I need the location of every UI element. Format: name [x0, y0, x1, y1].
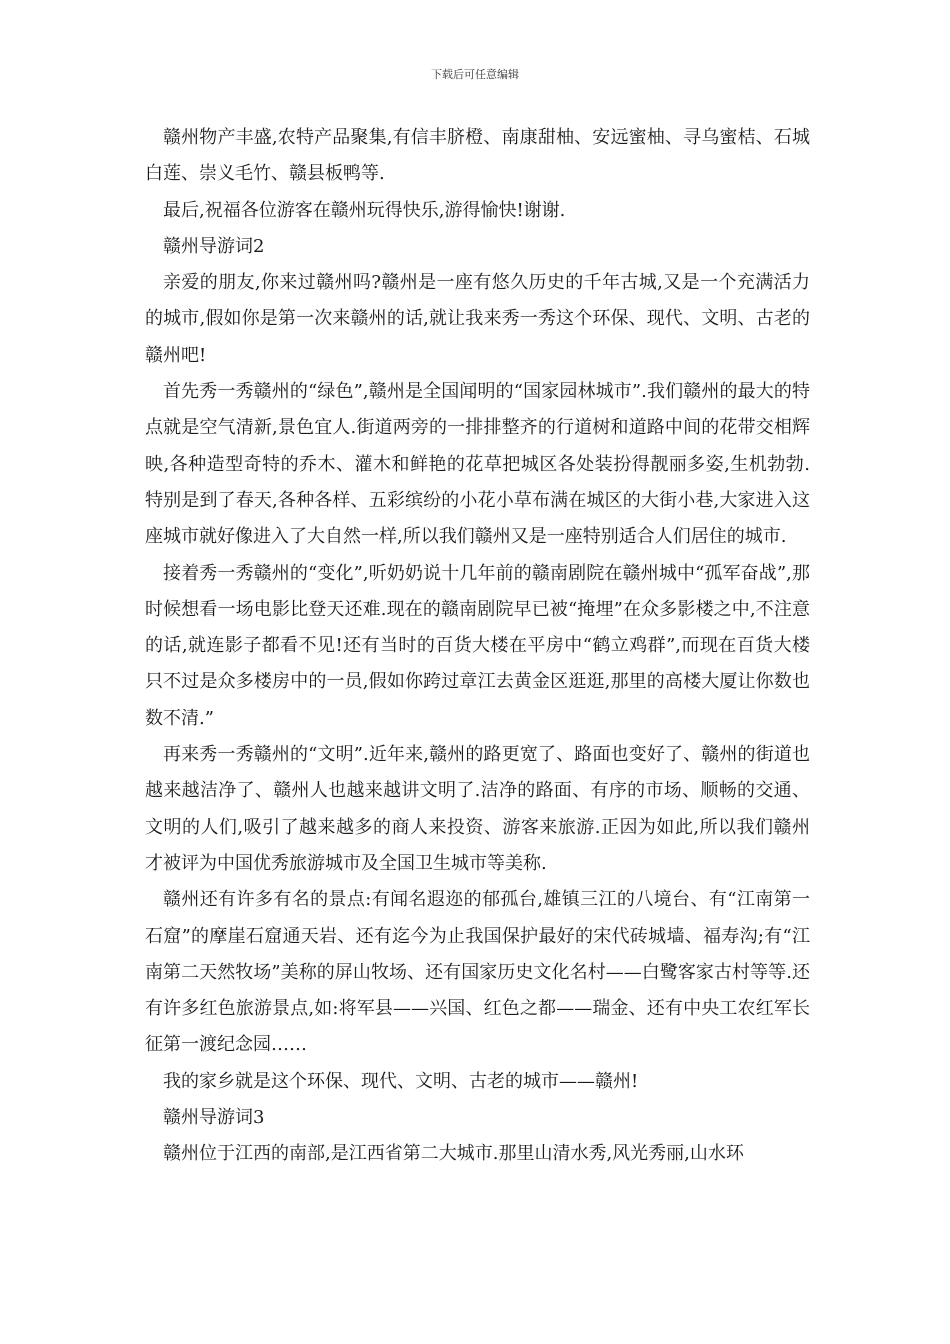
paragraph: 赣州还有许多有名的景点:有闻名遐迩的郁孤台,雄镇三江的八境台、有“江南第一石窟”的摩崖石窟通天岩、还有迄今为止我国保护最好的宋代砖城墙、福寿沟;有“江南第二天然牧场”美称的屏山牧场、还有国家历史文化名村——白鹭客家古村等等.还有许多红色旅游景点,如:将军县——兴国、红色之都——瑞金、还有中央工农红军长征第一渡纪念园……: [145, 889, 810, 1056]
paragraph: 亲爱的朋友,你来过赣州吗?赣州是一座有悠久历史的千年古城,又是一个充满活力的城市,假如你是第一次来赣州的话,就让我来秀一秀这个环保、现代、文明、古老的赣州吧!: [145, 272, 810, 366]
document-body: [145, 120, 810, 1173]
paragraph: 赣州位于江西的南部,是江西省第二大城市.那里山清水秀,风光秀丽,山水环: [163, 1143, 744, 1165]
paragraph: 首先秀一秀赣州的“绿色”,赣州是全国闻明的“国家园林城市”.我们赣州的最大的特点就是空气清新,景色宜人.街道两旁的一排排整齐的行道树和道路中间的花带交相辉映,各种造型奇特的乔木、灌木和鲜艳的花草把城区各处装扮得靓丽多姿,生机勃勃.特别是到了春天,各种各样、五彩缤纷的小花小草布满在城区的大街小巷,大家进入这座城市就好像进入了大自然一样,所以我们赣州又是一座特别适合人们居住的城市.: [145, 381, 810, 548]
paragraph: 赣州物产丰盛,农特产品聚集,有信丰脐橙、南康甜柚、安远蜜柚、寻乌蜜桔、石城白莲、崇义毛竹、赣县板鸭等.: [145, 127, 810, 185]
section-heading: 赣州导游词3: [163, 1107, 265, 1129]
paragraph: 最后,祝福各位游客在赣州玩得快乐,游得愉快!谢谢.: [163, 199, 566, 221]
paragraph: 接着秀一秀赣州的“变化”,听奶奶说十几年前的赣南剧院在赣州城中“孤军奋战”,那时候想看一场电影比登天还难.现在的赣南剧院早已被“掩埋”在众多影楼之中,不注意的话,就连影子都看不见!还有当时的百货大楼在平房中“鹤立鸡群”,而现在百货大楼只不过是众多楼房中的一员,假如你跨过章江去黄金区逛逛,那里的高楼大厦让你数也数不清.”: [145, 562, 810, 729]
paragraph: 我的家乡就是这个环保、现代、文明、古老的城市——赣州!: [163, 1070, 639, 1092]
section-heading: 赣州导游词2: [163, 235, 265, 257]
page-header: 下载后可任意编辑: [431, 68, 519, 81]
paragraph: 再来秀一秀赣州的“文明”.近年来,赣州的路更宽了、路面也变好了、赣州的街道也越来越洁净了、赣州人也越来越讲文明了.洁净的路面、有序的市场、顺畅的交通、文明的人们,吸引了越来越多的商人来投资、游客来旅游.正因为如此,所以我们赣州才被评为中国优秀旅游城市及全国卫生城市等美称.: [145, 744, 810, 874]
